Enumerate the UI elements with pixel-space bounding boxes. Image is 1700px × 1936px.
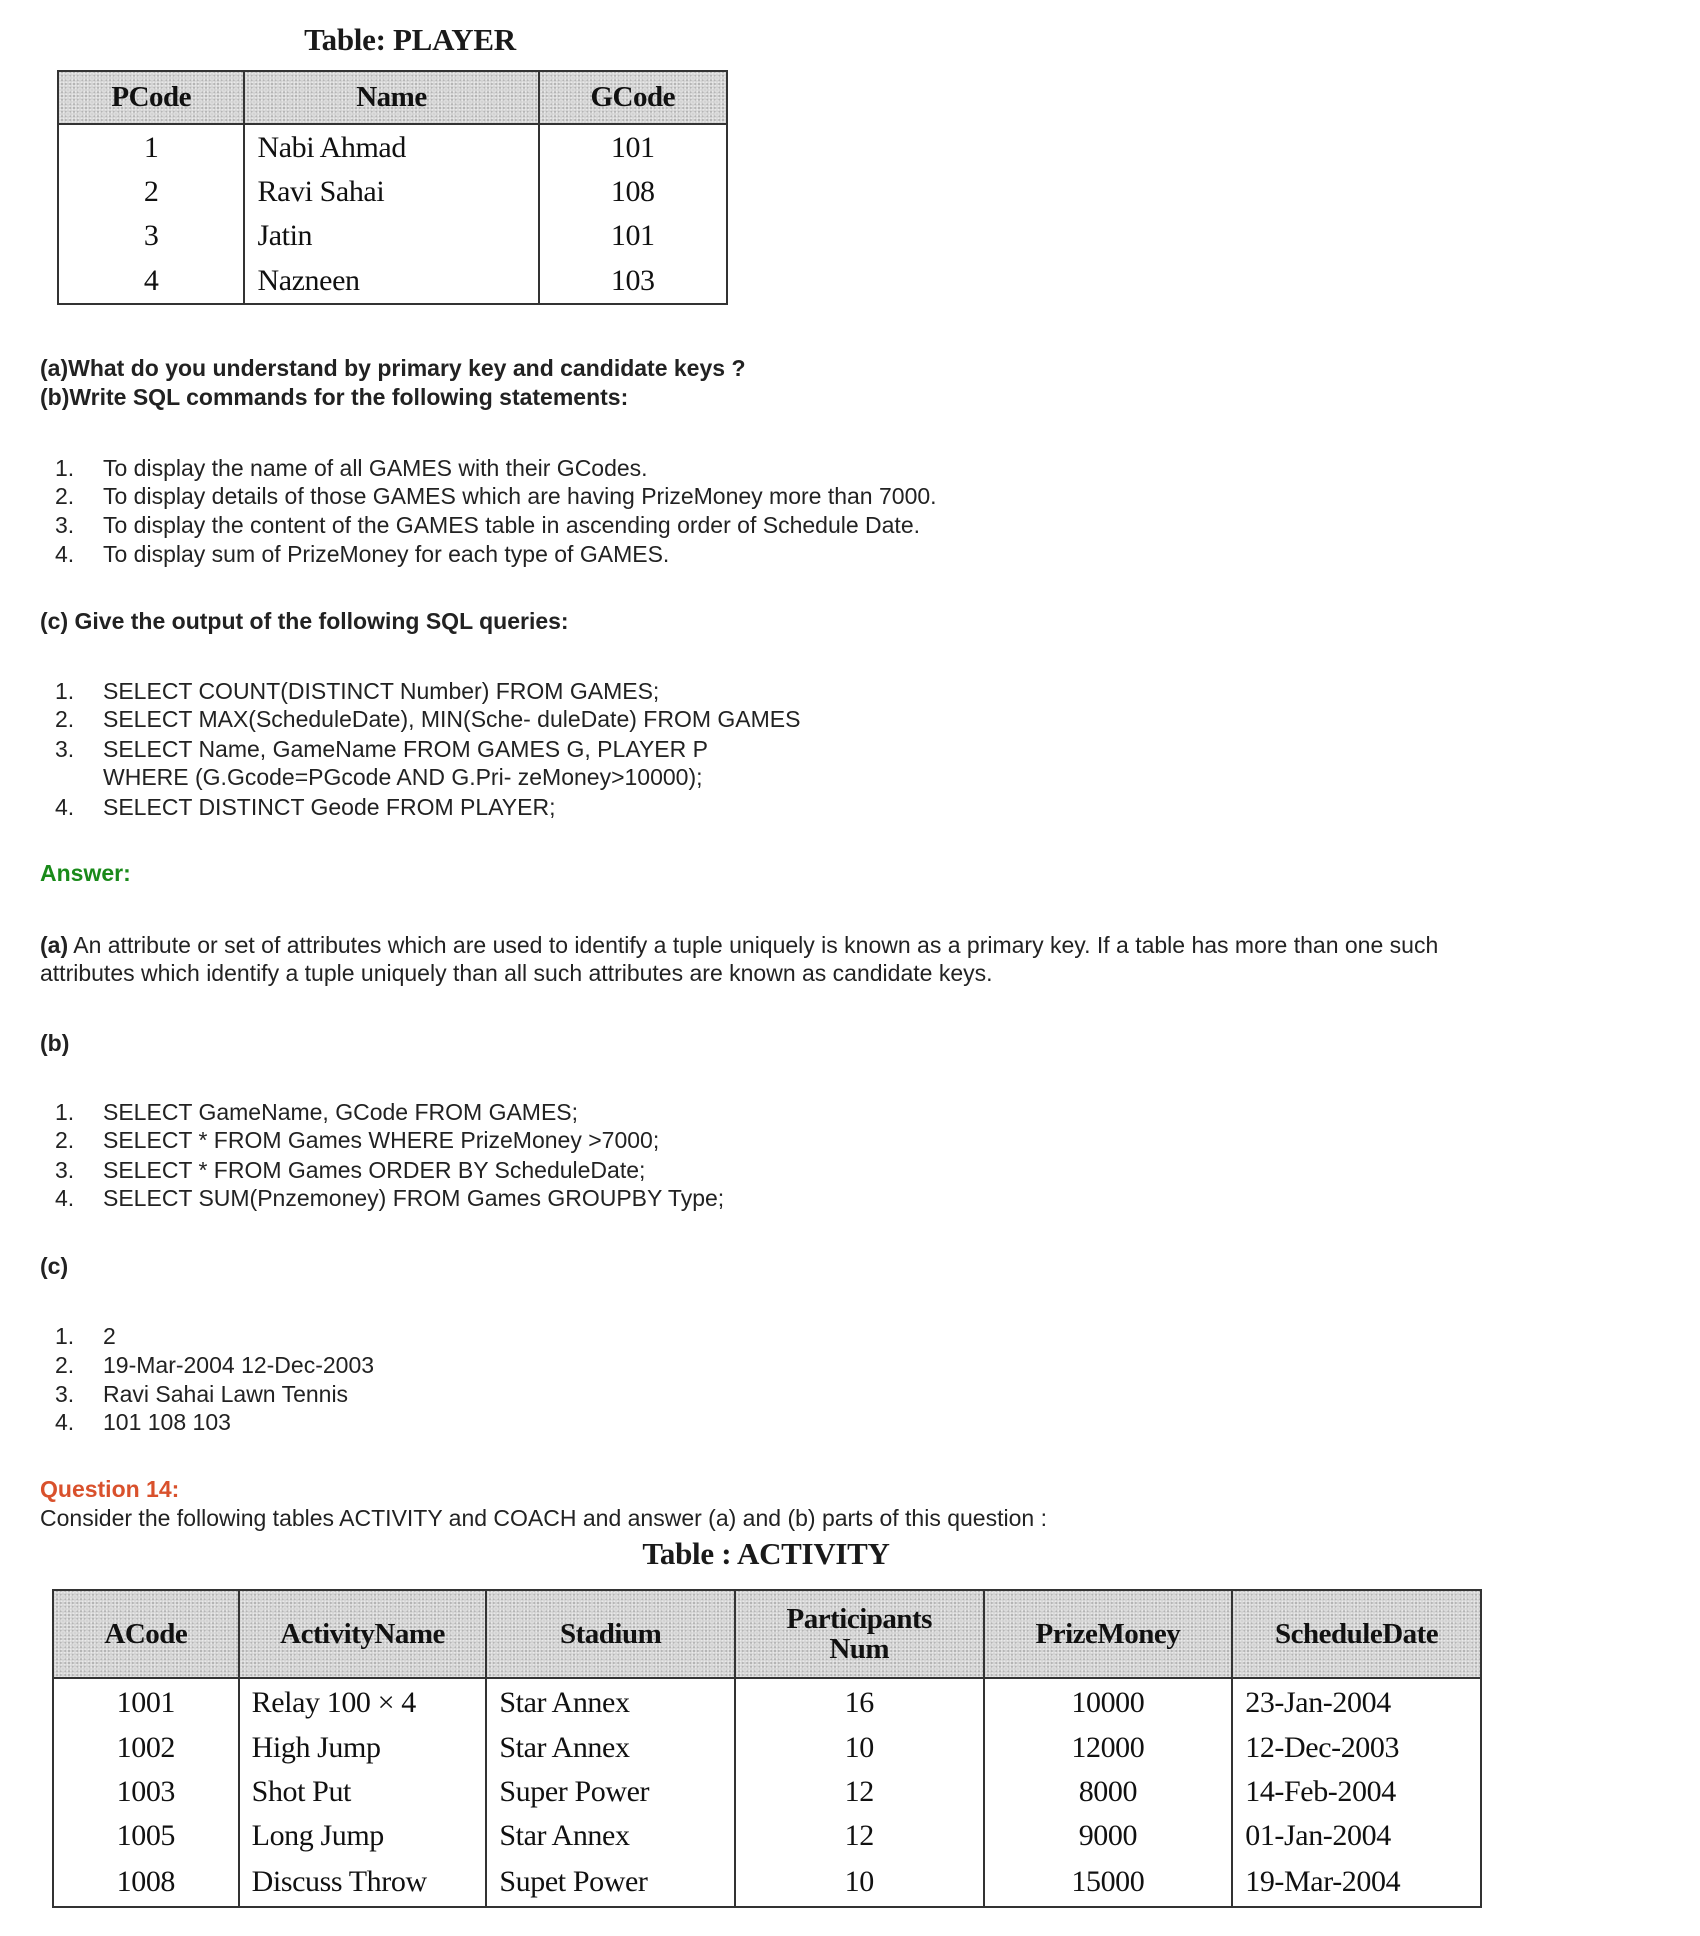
cell-acode: 1005 <box>53 1814 239 1858</box>
cell-prizemoney: 8000 <box>984 1770 1233 1814</box>
question-14-text: Consider the following tables ACTIVITY and COACH and answer (a) and (b) parts of this question : <box>40 1505 1047 1531</box>
cell-name: Nabi Ahmad <box>244 124 538 170</box>
list-item-continuation: WHERE (G.Gcode=PGcode AND G.Pri- zeMoney>10000); <box>103 764 703 790</box>
cell-scheduledate: 14-Feb-2004 <box>1232 1770 1481 1814</box>
list-number: 2. <box>55 483 75 509</box>
list-number: 1. <box>55 678 75 704</box>
cell-acode: 1002 <box>53 1726 239 1770</box>
list-item: To display the content of the GAMES table in ascending order of Schedule Date. <box>103 512 920 538</box>
table-row <box>58 214 727 258</box>
column-header-activityname: ActivityName <box>239 1590 487 1678</box>
table-header-row <box>58 71 727 124</box>
list-number: 4. <box>55 794 75 820</box>
cell-name: Nazneen <box>244 258 538 304</box>
cell-participants: 12 <box>735 1770 984 1814</box>
activity-table <box>52 1589 1482 1908</box>
answer-a-text: An attribute or set of attributes which are used to identify a tuple uniquely is known as a primary key. If a table has more than one such <box>68 932 1439 958</box>
cell-gcode: 101 <box>539 124 727 170</box>
question-14-heading: Question 14: <box>40 1476 180 1502</box>
cell-gcode: 101 <box>539 214 727 258</box>
cell-acode: 1008 <box>53 1858 239 1907</box>
list-item: SELECT DISTINCT Geode FROM PLAYER; <box>103 794 556 820</box>
cell-acode: 1001 <box>53 1678 239 1726</box>
list-number: 4. <box>55 541 75 567</box>
activity-table-title: Table : ACTIVITY <box>642 1536 890 1571</box>
cell-scheduledate: 23-Jan-2004 <box>1232 1678 1481 1726</box>
list-item: To display sum of PrizeMoney for each type of GAMES. <box>103 541 670 567</box>
question-c: (c) Give the output of the following SQL queries: <box>40 608 569 634</box>
list-number: 1. <box>55 1323 75 1349</box>
table-row <box>58 170 727 214</box>
cell-activityname: Long Jump <box>239 1814 487 1858</box>
list-item: SELECT GameName, GCode FROM GAMES; <box>103 1099 579 1125</box>
list-item: SELECT * FROM Games ORDER BY ScheduleDate; <box>103 1157 646 1183</box>
header-participants: Participants <box>786 1602 932 1635</box>
list-number: 3. <box>55 1381 75 1407</box>
question-b: (b)Write SQL commands for the following statements: <box>40 384 629 410</box>
cell-activityname: High Jump <box>239 1726 487 1770</box>
list-item: 101 108 103 <box>103 1409 231 1435</box>
cell-activityname: Discuss Throw <box>239 1858 487 1907</box>
question-a: (a)What do you understand by primary key and candidate keys ? <box>40 355 746 381</box>
answer-b-label: (b) <box>40 1030 70 1056</box>
column-header-stadium: Stadium <box>486 1590 735 1678</box>
list-item: Ravi Sahai Lawn Tennis <box>103 1381 349 1407</box>
list-number: 4. <box>55 1185 75 1211</box>
cell-gcode: 108 <box>539 170 727 214</box>
cell-scheduledate: 01-Jan-2004 <box>1232 1814 1481 1858</box>
cell-pcode: 1 <box>58 124 244 170</box>
answer-a-line1 <box>40 932 1438 959</box>
cell-prizemoney: 12000 <box>984 1726 1233 1770</box>
table-header-row <box>53 1590 1481 1678</box>
list-number: 2. <box>55 706 75 732</box>
cell-pcode: 3 <box>58 214 244 258</box>
list-number: 3. <box>55 1157 75 1183</box>
list-item: SELECT * FROM Games WHERE PrizeMoney >7000; <box>103 1127 660 1153</box>
player-table-title: Table: PLAYER <box>304 22 516 57</box>
table-row <box>53 1678 1481 1726</box>
cell-prizemoney: 9000 <box>984 1814 1233 1858</box>
cell-prizemoney: 10000 <box>984 1678 1233 1726</box>
table-row <box>53 1858 1481 1907</box>
cell-stadium: Supet Power <box>486 1858 735 1907</box>
cell-stadium: Star Annex <box>486 1726 735 1770</box>
column-header-name: Name <box>244 71 538 124</box>
cell-activityname: Shot Put <box>239 1770 487 1814</box>
list-number: 2. <box>55 1352 75 1378</box>
list-item: 19-Mar-2004 12-Dec-2003 <box>103 1352 375 1378</box>
list-number: 3. <box>55 736 75 762</box>
list-item: SELECT SUM(Pnzemoney) FROM Games GROUPBY Type; <box>103 1185 725 1211</box>
cell-participants: 12 <box>735 1814 984 1858</box>
table-row <box>53 1726 1481 1770</box>
cell-pcode: 2 <box>58 170 244 214</box>
cell-participants: 10 <box>735 1858 984 1907</box>
list-number: 1. <box>55 455 75 481</box>
list-item: To display details of those GAMES which are having PrizeMoney more than 7000. <box>103 483 937 509</box>
list-item: SELECT Name, GameName FROM GAMES G, PLAYER P <box>103 736 708 762</box>
cell-activityname: Relay 100 × 4 <box>239 1678 487 1726</box>
cell-participants: 16 <box>735 1678 984 1726</box>
cell-prizemoney: 15000 <box>984 1858 1233 1907</box>
list-item: SELECT COUNT(DISTINCT Number) FROM GAMES; <box>103 678 660 704</box>
list-item: To display the name of all GAMES with their GCodes. <box>103 455 648 481</box>
list-number: 3. <box>55 512 75 538</box>
cell-gcode: 103 <box>539 258 727 304</box>
table-row <box>53 1770 1481 1814</box>
cell-stadium: Star Annex <box>486 1814 735 1858</box>
table-row <box>53 1814 1481 1858</box>
column-header-participants-num <box>735 1590 984 1678</box>
header-num: Num <box>829 1633 890 1665</box>
answer-a-line2: attributes which identify a tuple uniquely than all such attributes are known as candidate keys. <box>40 960 993 986</box>
column-header-gcode: GCode <box>539 71 727 124</box>
cell-pcode: 4 <box>58 258 244 304</box>
column-header-acode: ACode <box>53 1590 239 1678</box>
cell-acode: 1003 <box>53 1770 239 1814</box>
column-header-pcode: PCode <box>58 71 244 124</box>
cell-scheduledate: 12-Dec-2003 <box>1232 1726 1481 1770</box>
table-row <box>58 124 727 170</box>
list-number: 2. <box>55 1127 75 1153</box>
cell-name: Jatin <box>244 214 538 258</box>
answer-a-label: (a) <box>40 932 69 958</box>
column-header-prizemoney: PrizeMoney <box>984 1590 1233 1678</box>
column-header-scheduledate: ScheduleDate <box>1232 1590 1481 1678</box>
answer-c-label: (c) <box>40 1253 69 1279</box>
list-item: 2 <box>103 1323 116 1349</box>
cell-scheduledate: 19-Mar-2004 <box>1232 1858 1481 1907</box>
cell-participants: 10 <box>735 1726 984 1770</box>
cell-name: Ravi Sahai <box>244 170 538 214</box>
cell-stadium: Star Annex <box>486 1678 735 1726</box>
list-number: 1. <box>55 1099 75 1125</box>
cell-stadium: Super Power <box>486 1770 735 1814</box>
list-number: 4. <box>55 1409 75 1435</box>
list-item: SELECT MAX(ScheduleDate), MIN(Sche- duleDate) FROM GAMES <box>103 706 801 732</box>
player-table <box>57 70 728 305</box>
answer-heading: Answer: <box>40 860 131 886</box>
table-row <box>58 258 727 304</box>
